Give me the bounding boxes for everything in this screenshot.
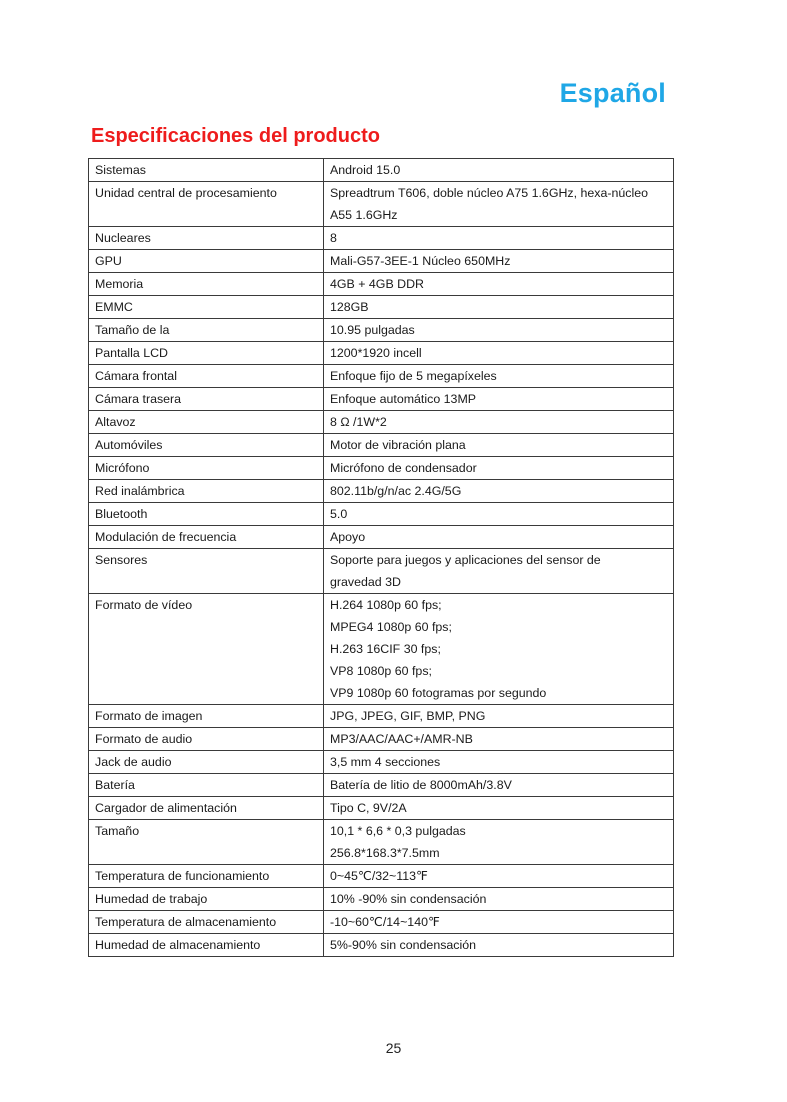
spec-row: [89, 934, 674, 957]
spec-label: Modulación de frecuencia: [89, 526, 324, 549]
spec-value-line: 4GB + 4GB DDR: [330, 277, 424, 291]
spec-value-line: Android 15.0: [330, 163, 401, 177]
spec-value-line: -10~60℃/14~140℉: [330, 915, 440, 929]
spec-row: [89, 594, 674, 705]
spec-value: [324, 227, 674, 250]
spec-label: Micrófono: [89, 457, 324, 480]
spec-label: Memoria: [89, 273, 324, 296]
spec-row: [89, 549, 674, 594]
spec-table-body: [89, 159, 674, 957]
spec-value-line: Apoyo: [330, 530, 366, 544]
spec-label: Cámara frontal: [89, 365, 324, 388]
spec-value-line: 8: [330, 231, 337, 245]
spec-value-line: 3,5 mm 4 secciones: [330, 755, 441, 769]
spec-value: [324, 751, 674, 774]
spec-value: [324, 319, 674, 342]
spec-label: Unidad central de procesamiento: [89, 182, 324, 227]
spec-label: GPU: [89, 250, 324, 273]
spec-row: [89, 480, 674, 503]
spec-label: Pantalla LCD: [89, 342, 324, 365]
spec-label: Humedad de trabajo: [89, 888, 324, 911]
spec-value: [324, 549, 674, 594]
spec-value: [324, 797, 674, 820]
spec-value-line: Micrófono de condensador: [330, 461, 477, 475]
spec-value-line: Motor de vibración plana: [330, 438, 466, 452]
spec-label: Cámara trasera: [89, 388, 324, 411]
spec-value: [324, 411, 674, 434]
spec-value: [324, 865, 674, 888]
spec-value-line: H.263 16CIF 30 fps;: [330, 642, 441, 656]
spec-value: [324, 159, 674, 182]
spec-row: [89, 457, 674, 480]
spec-value-line: 10.95 pulgadas: [330, 323, 415, 337]
spec-value-line: Mali-G57-3EE-1 Núcleo 650MHz: [330, 254, 511, 268]
spec-value-line: 256.8*168.3*7.5mm: [330, 846, 440, 860]
spec-value-line: Spreadtrum T606, doble núcleo A75 1.6GHz, hexa-núcleo: [330, 186, 648, 200]
spec-row: [89, 388, 674, 411]
spec-value: [324, 365, 674, 388]
spec-row: [89, 159, 674, 182]
spec-value: [324, 342, 674, 365]
spec-value: [324, 526, 674, 549]
spec-row: [89, 751, 674, 774]
spec-label: Formato de imagen: [89, 705, 324, 728]
spec-value-line: VP9 1080p 60 fotogramas por segundo: [330, 686, 547, 700]
spec-row: [89, 911, 674, 934]
spec-label: EMMC: [89, 296, 324, 319]
spec-value: [324, 388, 674, 411]
spec-label: Nucleares: [89, 227, 324, 250]
spec-value-line: MP3/AAC/AAC+/AMR-NB: [330, 732, 473, 746]
spec-row: [89, 888, 674, 911]
spec-label: Batería: [89, 774, 324, 797]
spec-row: [89, 728, 674, 751]
spec-value: [324, 594, 674, 705]
spec-value-line: H.264 1080p 60 fps;: [330, 598, 442, 612]
spec-label: Sistemas: [89, 159, 324, 182]
spec-row: [89, 273, 674, 296]
spec-value: [324, 820, 674, 865]
spec-value: [324, 503, 674, 526]
spec-label: Cargador de alimentación: [89, 797, 324, 820]
spec-row: [89, 182, 674, 227]
spec-value-line: 8 Ω /1W*2: [330, 415, 387, 429]
spec-row: [89, 296, 674, 319]
spec-label: Formato de audio: [89, 728, 324, 751]
spec-label: Sensores: [89, 549, 324, 594]
page-number: 25: [385, 1040, 402, 1056]
spec-value: [324, 911, 674, 934]
spec-label: Altavoz: [89, 411, 324, 434]
spec-value-line: 5%-90% sin condensación: [330, 938, 477, 952]
spec-value-line: Batería de litio de 8000mAh/3.8V: [330, 778, 512, 792]
spec-table: [88, 158, 674, 957]
spec-value-line: Enfoque automático 13MP: [330, 392, 477, 406]
spec-row: [89, 250, 674, 273]
spec-value: [324, 705, 674, 728]
spec-row: [89, 227, 674, 250]
spec-label: Temperatura de funcionamiento: [89, 865, 324, 888]
spec-row: [89, 526, 674, 549]
spec-value-line: Enfoque fijo de 5 megapíxeles: [330, 369, 497, 383]
spec-value-line: A55 1.6GHz: [330, 208, 398, 222]
spec-value-line: 5.0: [330, 507, 348, 521]
spec-label: Humedad de almacenamiento: [89, 934, 324, 957]
spec-label: Formato de vídeo: [89, 594, 324, 705]
spec-value: [324, 480, 674, 503]
spec-label: Temperatura de almacenamiento: [89, 911, 324, 934]
spec-value-line: 10,1 * 6,6 * 0,3 pulgadas: [330, 824, 466, 838]
spec-value: [324, 457, 674, 480]
spec-row: [89, 820, 674, 865]
spec-value: [324, 934, 674, 957]
spec-value-line: 1200*1920 incell: [330, 346, 422, 360]
spec-value: [324, 774, 674, 797]
spec-value-line: 0~45℃/32~113℉: [330, 869, 428, 883]
spec-row: [89, 503, 674, 526]
spec-row: [89, 411, 674, 434]
spec-label: Tamaño de la: [89, 319, 324, 342]
spec-value: [324, 182, 674, 227]
spec-label: Red inalámbrica: [89, 480, 324, 503]
spec-label: Automóviles: [89, 434, 324, 457]
spec-value-line: 802.11b/g/n/ac 2.4G/5G: [330, 484, 462, 498]
spec-label: Tamaño: [89, 820, 324, 865]
spec-value-line: 10% -90% sin condensación: [330, 892, 487, 906]
spec-value: [324, 273, 674, 296]
spec-value-line: gravedad 3D: [330, 575, 401, 589]
spec-row: [89, 705, 674, 728]
spec-row: [89, 774, 674, 797]
spec-value: [324, 250, 674, 273]
spec-value-line: VP8 1080p 60 fps;: [330, 664, 432, 678]
spec-label: Bluetooth: [89, 503, 324, 526]
spec-value: [324, 296, 674, 319]
spec-row: [89, 319, 674, 342]
spec-value-line: MPEG4 1080p 60 fps;: [330, 620, 452, 634]
section-title: Especificaciones del producto: [91, 125, 380, 147]
spec-value-line: Soporte para juegos y aplicaciones del sensor de: [330, 553, 601, 567]
language-heading: Español: [559, 78, 666, 108]
spec-value-line: JPG, JPEG, GIF, BMP, PNG: [330, 709, 486, 723]
spec-value: [324, 434, 674, 457]
spec-value: [324, 728, 674, 751]
spec-value-line: Tipo C, 9V/2A: [330, 801, 407, 815]
spec-row: [89, 365, 674, 388]
spec-row: [89, 797, 674, 820]
spec-row: [89, 342, 674, 365]
spec-value-line: 128GB: [330, 300, 369, 314]
spec-row: [89, 434, 674, 457]
spec-value: [324, 888, 674, 911]
spec-row: [89, 865, 674, 888]
spec-label: Jack de audio: [89, 751, 324, 774]
